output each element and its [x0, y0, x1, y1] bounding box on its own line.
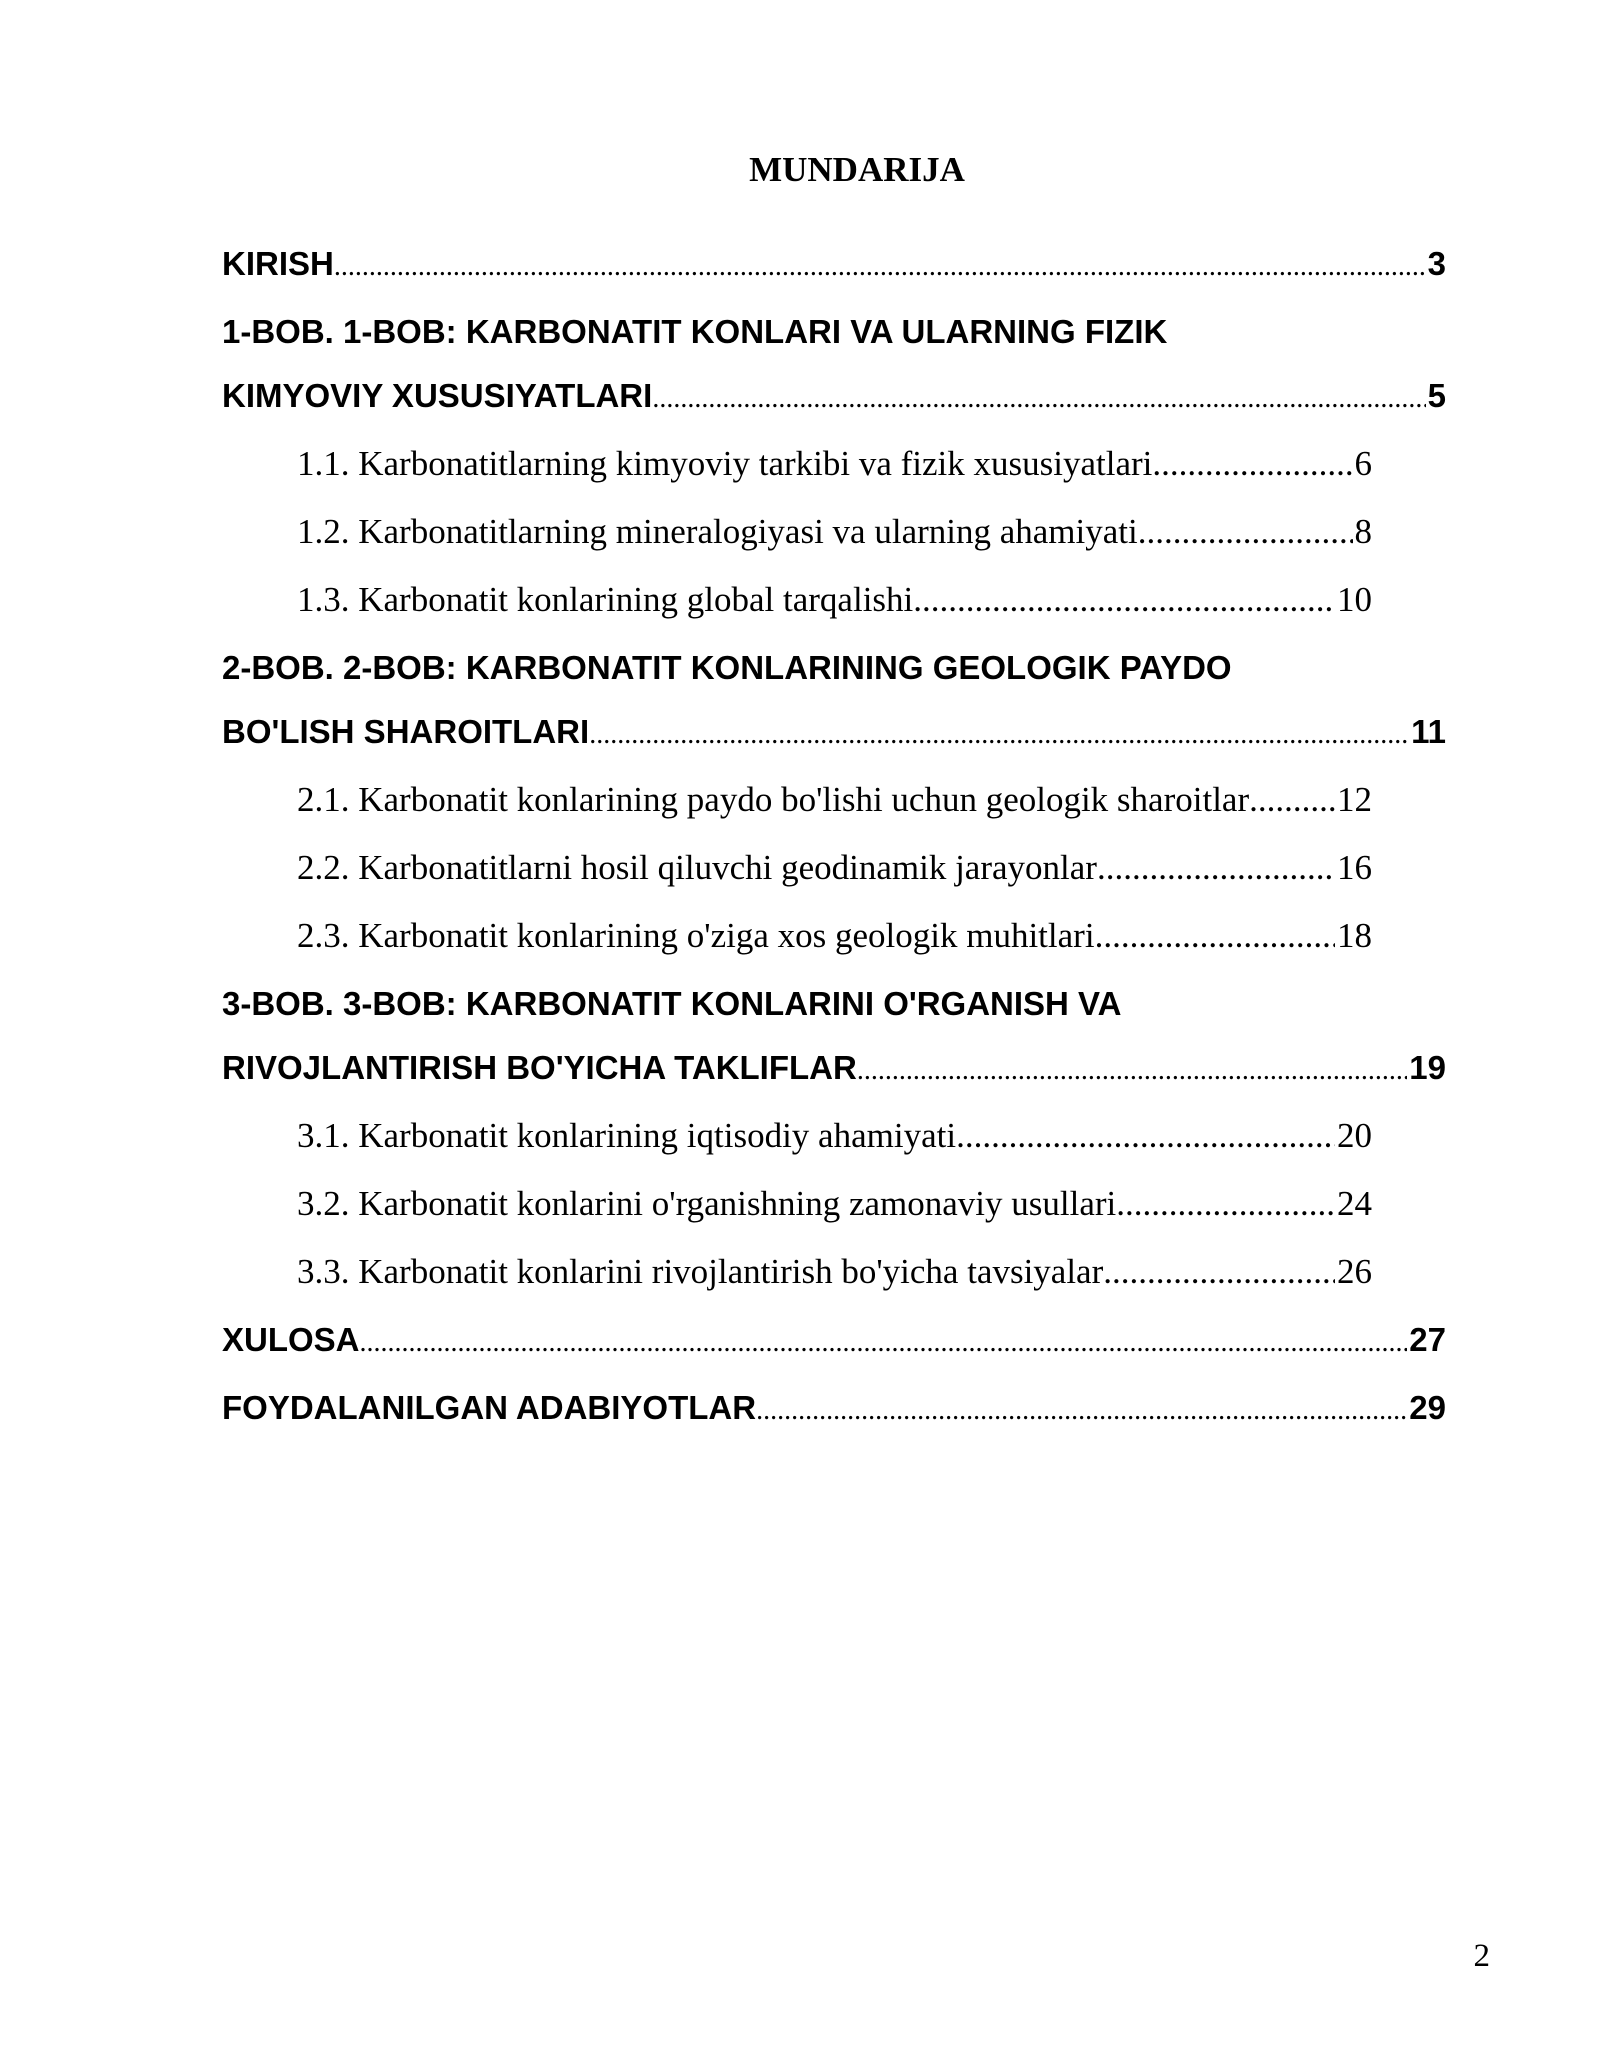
- dot-leader: [1116, 1180, 1335, 1228]
- toc-page-number: 27: [1409, 1321, 1446, 1358]
- toc-entry-label: KIMYOVIY XUSUSIYATLARI: [222, 377, 653, 414]
- dot-leader: [756, 1387, 1407, 1432]
- dot-leader: [1095, 912, 1335, 960]
- toc-page-number: 11: [1411, 713, 1446, 750]
- toc-page-number: 6: [1354, 444, 1372, 483]
- toc-entry-1-1[interactable]: [297, 440, 1372, 488]
- dot-leader: [956, 1112, 1335, 1160]
- dot-leader: [589, 711, 1409, 756]
- dot-leader: [1152, 440, 1352, 488]
- toc-entry-1-2[interactable]: [297, 508, 1372, 556]
- toc-page-number: 24: [1337, 1184, 1372, 1223]
- toc-page-number: 18: [1337, 916, 1372, 955]
- toc-entry-label: 1.1. Karbonatitlarning kimyoviy tarkibi va fizik xususiyatlari: [297, 444, 1153, 483]
- toc-entry-chapter-1[interactable]: [222, 372, 1446, 420]
- toc-page-number: 3: [1427, 245, 1446, 282]
- toc-entry-label: 3.2. Karbonatit konlarini o'rganishning zamonaviy usullari: [297, 1184, 1117, 1223]
- toc-entry-label: RIVOJLANTIRISH BO'YICHA TAKLIFLAR: [222, 1049, 857, 1086]
- toc-entry-chapter-3[interactable]: [222, 1044, 1446, 1092]
- toc-entry-references[interactable]: [222, 1384, 1446, 1432]
- toc-entry-2-2[interactable]: [297, 844, 1372, 892]
- toc-chapter-1-heading[interactable]: 1-BOB. 1-BOB: KARBONATIT KONLARI VA ULARNING FIZIK: [222, 313, 1168, 350]
- toc-entry-label: XULOSA: [222, 1321, 360, 1358]
- toc-entry-3-1[interactable]: [297, 1112, 1372, 1160]
- toc-entry-3-2[interactable]: [297, 1180, 1372, 1228]
- toc-entry-label: 3.3. Karbonatit konlarini rivojlantirish bo'yicha tavsiyalar: [297, 1252, 1104, 1291]
- toc-entry-intro[interactable]: [222, 240, 1446, 288]
- toc-entry-2-1[interactable]: [297, 776, 1372, 824]
- dot-leader: [652, 375, 1425, 420]
- toc-entry-3-3[interactable]: [297, 1248, 1372, 1296]
- toc-entry-1-3[interactable]: [297, 576, 1372, 624]
- toc-entry-label: 2.1. Karbonatit konlarining paydo bo'lishi uchun geologik sharoitlar: [297, 780, 1250, 819]
- toc-entry-label: 3.1. Karbonatit konlarining iqtisodiy ahamiyati: [297, 1116, 957, 1155]
- toc-page-number: 10: [1337, 580, 1372, 619]
- dot-leader: [1097, 844, 1335, 892]
- toc-chapter-3-heading[interactable]: 3-BOB. 3-BOB: KARBONATIT KONLARINI O'RGANISH VA: [222, 985, 1122, 1022]
- toc-entry-conclusion[interactable]: [222, 1316, 1446, 1364]
- toc-title: MUNDARIJA: [749, 150, 965, 189]
- toc-entry-label: 2.2. Karbonatitlarni hosil qiluvchi geodinamik jarayonlar: [297, 848, 1097, 887]
- dot-leader: [1103, 1248, 1335, 1296]
- toc-entry-2-3[interactable]: [297, 912, 1372, 960]
- toc-page-number: 29: [1409, 1389, 1446, 1426]
- toc-page-number: 16: [1337, 848, 1372, 887]
- dot-leader: [913, 576, 1335, 624]
- toc-page-number: 12: [1337, 780, 1372, 819]
- toc-page-number: 8: [1354, 512, 1372, 551]
- toc-entry-label: 1.3. Karbonatit konlarining global tarqalishi: [297, 580, 914, 619]
- dot-leader: [857, 1047, 1407, 1092]
- dot-leader: [360, 1319, 1408, 1364]
- toc-entry-label: 2.3. Karbonatit konlarining o'ziga xos geologik muhitlari: [297, 916, 1095, 955]
- dot-leader: [334, 243, 1426, 288]
- toc-entry-label: FOYDALANILGAN ADABIYOTLAR: [222, 1389, 757, 1426]
- toc-page-number: 20: [1337, 1116, 1372, 1155]
- toc-chapter-2-heading[interactable]: 2-BOB. 2-BOB: KARBONATIT KONLARINING GEOLOGIK PAYDO: [222, 649, 1232, 686]
- toc-entry-label: 1.2. Karbonatitlarning mineralogiyasi va ularning ahamiyati: [297, 512, 1138, 551]
- dot-leader: [1249, 776, 1335, 824]
- toc-page-number: 26: [1337, 1252, 1372, 1291]
- toc-entry-label: KIRISH: [222, 245, 334, 282]
- toc-entry-label: BO'LISH SHAROITLARI: [222, 713, 590, 750]
- toc-entry-chapter-2[interactable]: [222, 708, 1446, 756]
- dot-leader: [1138, 508, 1353, 556]
- toc-page-number: 5: [1427, 377, 1446, 414]
- page-number: 2: [1473, 1938, 1490, 1974]
- toc-page-number: 19: [1409, 1049, 1446, 1086]
